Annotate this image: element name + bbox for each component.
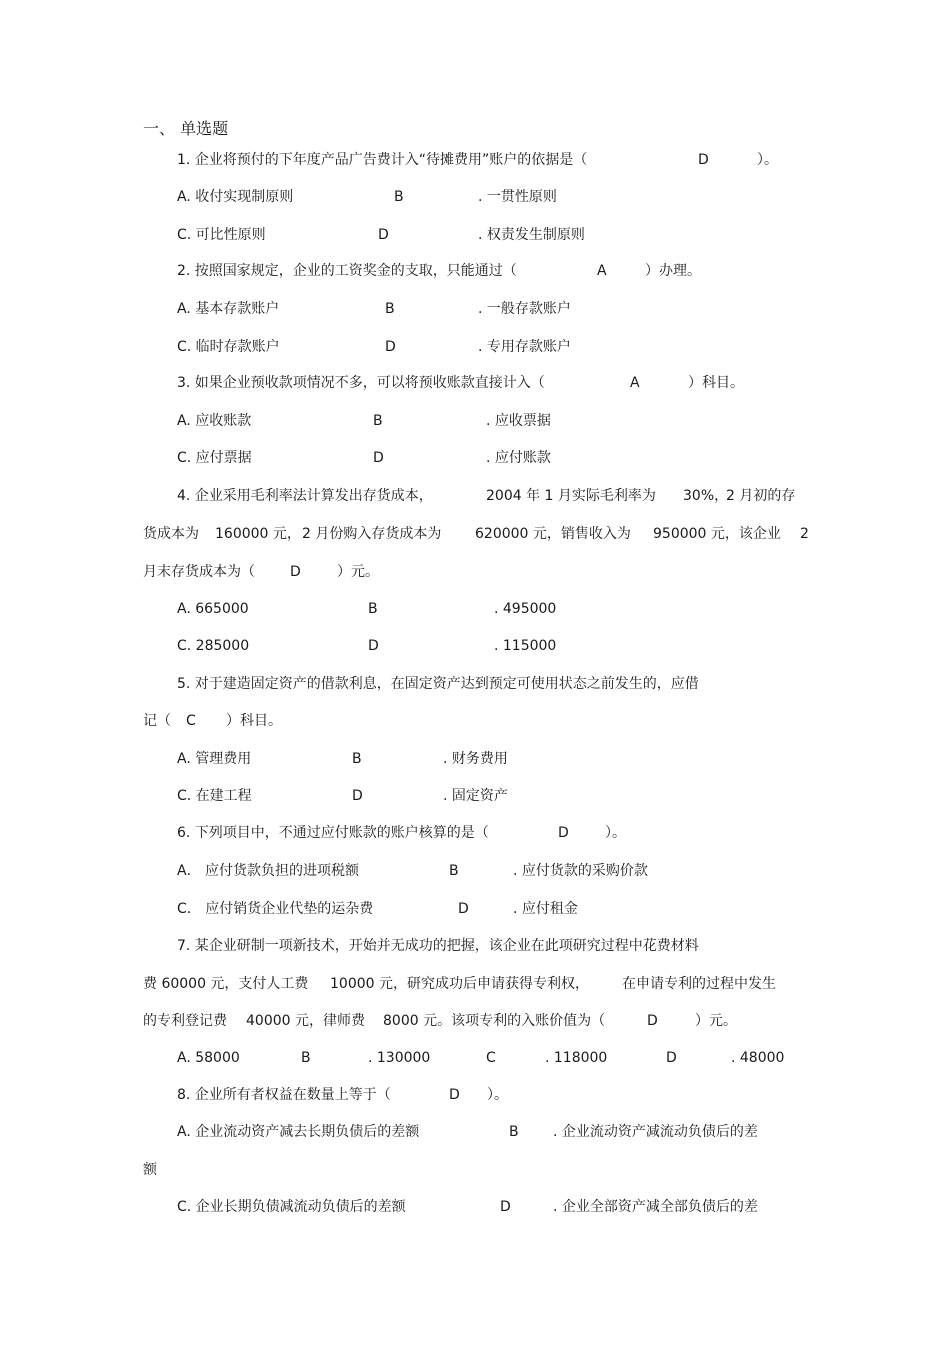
q3-option-d: . 应付账款 [486, 450, 551, 466]
q2-close: ）办理。 [645, 263, 701, 279]
q3-option-b: . 应收票据 [486, 413, 551, 429]
q7-answer: D [647, 1013, 658, 1029]
q7-option-a: A. 58000 [177, 1050, 240, 1066]
q8-option-d-letter: D [500, 1199, 511, 1215]
q4-line2-part6: 2 [800, 526, 809, 542]
q7-option-d-letter: D [666, 1050, 677, 1066]
q4-option-d: . 115000 [494, 638, 557, 654]
q7-option-d: . 48000 [731, 1050, 785, 1066]
q6-option-d-letter: D [458, 901, 469, 917]
q7-close: ）元。 [695, 1013, 737, 1029]
q3-answer: A [630, 375, 640, 391]
q8-option-a: A. 企业流动资产减去长期负债后的差额 [177, 1124, 420, 1140]
q4-option-b-letter: B [368, 601, 378, 617]
q5-option-c: C. 在建工程 [177, 788, 252, 804]
q5-option-d-letter: D [352, 788, 363, 804]
q2-option-b: . 一般存款账户 [478, 301, 571, 317]
q4-line3: 月末存货成本为（ [143, 564, 255, 580]
q5-answer: C [186, 713, 196, 729]
q5-option-b-letter: B [352, 751, 362, 767]
q6-option-b: . 应付货款的采购价款 [513, 863, 648, 879]
q1-option-b-letter: B [394, 189, 404, 205]
q2-option-b-letter: B [385, 301, 395, 317]
q8-stem: 8. 企业所有者权益在数量上等于（ [177, 1087, 391, 1103]
q1-option-a: A. 收付实现制原则 [177, 189, 294, 205]
q7-option-b: . 130000 [368, 1050, 431, 1066]
q8-close: ）。 [487, 1087, 508, 1103]
q7-line2-part2: 10000 元，研究成功后申请获得专利权， [330, 976, 589, 992]
q4-line1-part2: 2004 年 1 月实际毛利率为 [486, 488, 656, 504]
q4-line2-part4: 620000 元，销售收入为 [475, 526, 631, 542]
q7-option-b-letter: B [301, 1050, 311, 1066]
q6-close: ）。 [605, 825, 626, 841]
q8-option-b-letter: B [509, 1124, 519, 1140]
q8-option-b-continued: 额 [143, 1162, 157, 1178]
q2-option-d: . 专用存款账户 [478, 339, 571, 355]
q4-line2-part2: 160000 元， [215, 526, 301, 542]
q6-option-d: . 应付租金 [513, 901, 578, 917]
q6-stem: 6. 下列项目中，不通过应付账款的账户核算的是（ [177, 825, 489, 841]
q5-option-b: . 财务费用 [443, 751, 508, 767]
q7-line2-part3: 在申请专利的过程中发生 [622, 976, 776, 992]
q3-option-c: C. 应付票据 [177, 450, 252, 466]
q5-option-a: A. 管理费用 [177, 751, 252, 767]
q8-option-c: C. 企业长期负债减流动负债后的差额 [177, 1199, 406, 1215]
q4-option-a: A. 665000 [177, 601, 249, 617]
q3-close: ）科目。 [688, 375, 744, 391]
q2-answer: A [597, 263, 607, 279]
q2-option-c: C. 临时存款账户 [177, 339, 280, 355]
q6-option-c: C． 应付销货企业代垫的运杂费 [177, 901, 374, 917]
q3-option-d-letter: D [373, 450, 384, 466]
q7-option-c-letter: C [486, 1050, 496, 1066]
q3-stem: 3. 如果企业预收款项情况不多，可以将预收账款直接计入（ [177, 375, 545, 391]
q7-line3-part3: 8000 元。该项专利的入账价值为（ [383, 1013, 606, 1029]
q5-line1: 5. 对于建造固定资产的借款利息，在固定资产达到预定可使用状态之前发生的，应借 [177, 676, 699, 692]
q5-option-d: . 固定资产 [443, 788, 508, 804]
q4-option-c: C. 285000 [177, 638, 250, 654]
q4-option-d-letter: D [368, 638, 379, 654]
q1-option-b: . 一贯性原则 [478, 189, 557, 205]
q3-option-b-letter: B [373, 413, 383, 429]
q5-line2: 记（ [143, 713, 171, 729]
q1-option-d-letter: D [378, 227, 389, 243]
q7-line2-part1: 费 60000 元，支付人工费 [143, 976, 309, 992]
q2-option-a: A. 基本存款账户 [177, 301, 280, 317]
q4-option-b: . 495000 [494, 601, 557, 617]
q2-stem: 2. 按照国家规定，企业的工资奖金的支取，只能通过（ [177, 263, 517, 279]
q1-answer: D [698, 152, 709, 168]
q6-answer: D [558, 825, 569, 841]
q1-stem: 1. 企业将预付的下年度产品广告费计入“待摊费用”账户的依据是（ [177, 152, 588, 168]
q4-line2-part1: 货成本为 [143, 526, 199, 542]
q8-answer: D [449, 1087, 460, 1103]
q7-line1: 7. 某企业研制一项新技术，开始并无成功的把握，该企业在此项研究过程中花费材料 [177, 938, 699, 954]
q7-option-c: . 118000 [545, 1050, 608, 1066]
q3-option-a: A. 应收账款 [177, 413, 252, 429]
q4-line1-part1: 4. 企业采用毛利率法计算发出存货成本， [177, 488, 433, 504]
q7-line3-part1: 的专利登记费 [143, 1013, 227, 1029]
q4-line2-part3: 2 月份购入存货成本为 [302, 526, 442, 542]
q1-option-d: . 权责发生制原则 [478, 227, 585, 243]
q4-line2-part5: 950000 元，该企业 [653, 526, 781, 542]
q4-close: ）元。 [337, 564, 379, 580]
q8-option-d: . 企业全部资产减全部负债后的差 [553, 1199, 758, 1215]
q4-line1-part3: 30%， [683, 488, 729, 504]
q6-option-b-letter: B [449, 863, 459, 879]
q2-option-d-letter: D [385, 339, 396, 355]
q6-option-a: A． 应付货款负担的进项税额 [177, 863, 360, 879]
q8-option-b: . 企业流动资产减流动负债后的差 [553, 1124, 758, 1140]
q4-line1-part4: 2 月初的存 [726, 488, 796, 504]
q4-answer: D [290, 564, 301, 580]
q5-close: ）科目。 [226, 713, 282, 729]
q1-close: ）。 [757, 152, 778, 168]
q7-line3-part2: 40000 元，律师费 [246, 1013, 365, 1029]
section-title: 一、 单选题 [143, 119, 229, 138]
q1-option-c: C. 可比性原则 [177, 227, 266, 243]
